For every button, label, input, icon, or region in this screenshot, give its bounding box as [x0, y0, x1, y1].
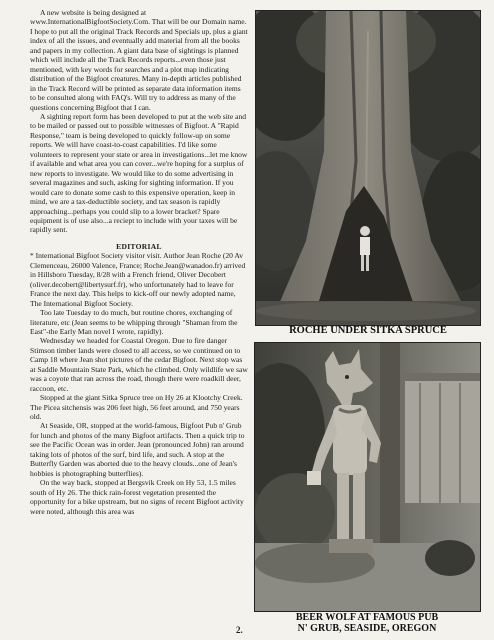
beer-wolf-illustration — [255, 343, 480, 611]
editorial-paragraph: * International Bigfoot Society visitor visit. Author Jean Roche (20 Av Clemenceau, 26000 Valence, France; Roche.Jean@wanadoo.fr) arrived in Hillsboro Tuesday, 8/28 with a French friend, Oliver Decobert (oliver.decobert@libertysurf.fr), who unfortunately had to leave for France the next day. This helps to kick-off our newly adopted name, The International Bigfoot Society. — [30, 251, 246, 308]
beer-wolf-caption-line1: BEER WOLF AT FAMOUS PUB — [295, 612, 439, 623]
editorial-paragraph: Too late Tuesday to do much, but routine chores, exchanging of literature, etc (Jean seems to be whipping through "Shaman from the East"-the Early Man novel I wrote, rapidly). — [30, 308, 238, 336]
editorial-paragraph: At Seaside, OR, stopped at the world-famous, Bigfoot Pub n' Grub for lunch and photos of the many Bigfoot artifacts. Then a quick trip to see the Pacific Ocean was in order. Jean (pronounced John) ran around taking lots of photos of the surf, bird life, and such. A stop at the Butterfly Garden was aborted due to the heavy clouds...one of Jean's hobbies is photographing butterflies). — [30, 421, 245, 478]
article-column — [30, 8, 248, 636]
article-paragraph: A new website is being designed at www.InternationalBigfootSociety.Com. That will be our Domain name. I hope to put all the original Track Records and Specials up, plus a giant index of all the issues, and eventually add material from all the books and papers in my collection. A giant data base of sightings is planned which will include all the Track Records reports...even those just mentioned, with key words for searches and a plot map indicating distribution of the Bigfoot creatures. Many in-depth articles published in the Track Record will be printed as separate data information items to be consulted along with FAQ's. Will try to address as many of the questions concerning Bigfoot that I can. — [30, 8, 248, 112]
beer-wolf-caption-line2: N' GRUB, SEASIDE, OREGON — [297, 623, 437, 634]
beer-wolf-photo — [254, 342, 481, 612]
sitka-spruce-caption: ROCHE UNDER SITKA SPRUCE — [289, 325, 447, 336]
editorial-heading: EDITORIAL — [116, 241, 162, 251]
beer-wolf-caption — [254, 612, 480, 634]
page-number: 2. — [236, 625, 243, 635]
editorial-paragraph: On the way back, stopped at Bergsvik Creek on Hy 53, 1.5 miles south of Hy 26. The thick rain-forest vegetation presented the opportunity for a bike upstream, but no signs of recent Bigfoot activity were noted, although this area was — [30, 478, 244, 516]
editorial-paragraph: Wednesday we headed for Coastal Oregon. Due to fire danger Stimson timber lands were closed to all access, so we continued on to Camp 18 where Jean shot pictures of the cedar Bigfoot. Next stop was at Saddle Mountain State Park, which he climbed. Only wildlife we saw was a coyote that ran across the road, though there were roadkill deer, raccoon, etc. — [30, 336, 248, 393]
editorial-paragraph: Stopped at the giant Sitka Spruce tree on Hy 26 at Klootchy Creek. The Picea sitchensis was 206 feet high, 56 feet around, and 750 years old. — [30, 393, 243, 422]
sitka-spruce-photo — [255, 10, 481, 326]
sitka-spruce-illustration — [256, 11, 480, 325]
article-paragraph: A sighting report form has been developed to put at the web site and to be mailed or passed out to possible witnesses of Bigfoot. A "Rapid Response," team is being developed to quickly follow-up on some reports. We will have coast-to-coast capabilities. I'd like some volunteers to represent your state or area in investigations...let me know if available and what area you can cover...we're hoping for a surplus of new reports to investigate. We would like to do some advertising in several magazines and such, asking for sighting information. If you would care to donate some cash to this expensive operation, keep in mind, we are a tax-deductible society, and tax season is rapidly approaching...perhaps you could slip to a lower bracket? Spare equipment is of use also...a reciept to include with your taxes will be rapidly sent. — [30, 111, 248, 235]
